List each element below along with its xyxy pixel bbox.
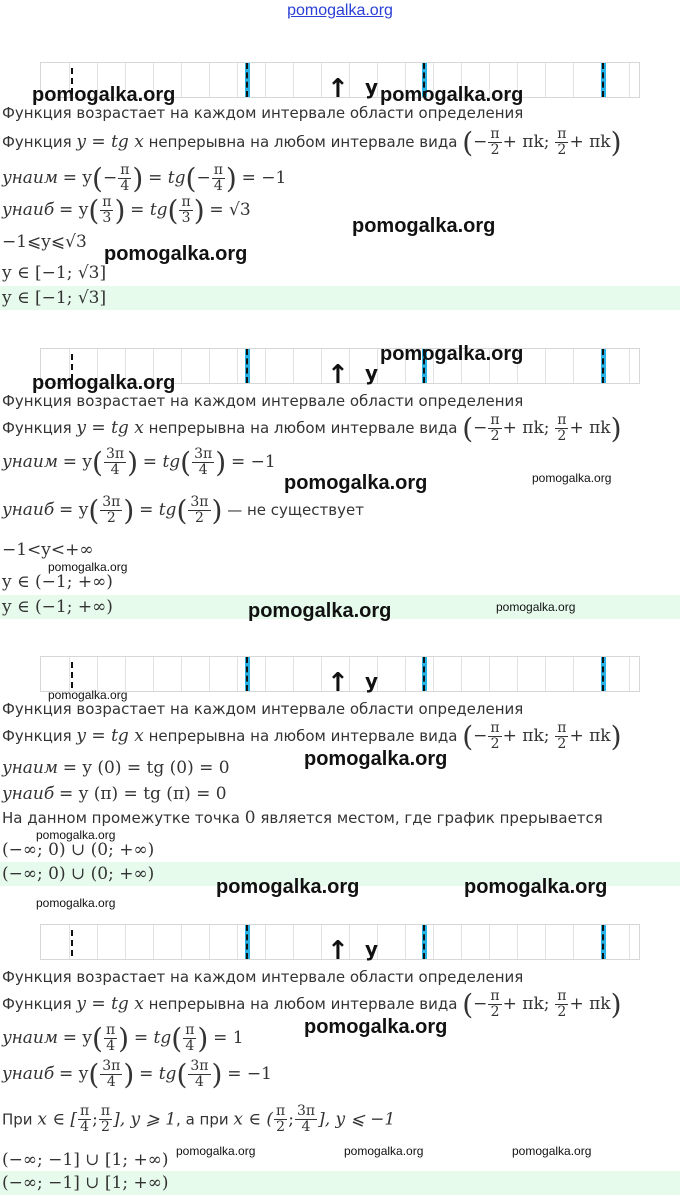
grid-line — [349, 349, 350, 383]
increase-text: Функция возрастает на каждом интервале области определения — [2, 968, 524, 986]
fraction: $\frac{\pi}{4}$ — [213, 161, 223, 194]
min-line: yнаим = y( $\frac{\pi}{4}$ ) = tg( $\frac{\pi}{4}$ ) = 1 — [2, 1021, 244, 1055]
answer-final: (−∞; 0) ∪ (0; +∞) — [2, 864, 155, 884]
note-zero: 0 — [244, 808, 256, 828]
watermark: pomogalka.org — [36, 896, 116, 910]
answer-final: (−∞; −1] ∪ [1; +∞) — [2, 1173, 169, 1193]
interval-term: + πk — [569, 994, 611, 1014]
asymptote-line — [601, 63, 606, 97]
fraction: $\frac{3\pi}{4}$ — [296, 1103, 316, 1136]
watermark: pomogalka.org — [284, 472, 428, 494]
interval-term: + πk — [569, 726, 611, 746]
max-label: yнаиб — [2, 200, 55, 220]
grid-line — [573, 925, 574, 959]
grid-line — [545, 349, 546, 383]
watermark: pomogalka.org — [32, 84, 176, 106]
expr: = y — [62, 168, 93, 188]
grid-line — [629, 349, 630, 383]
min-result: = −1 — [241, 168, 287, 188]
interval-term: + πk — [569, 132, 611, 152]
watermark: pomogalka.org — [512, 1144, 592, 1158]
function-expr: y = tg x — [76, 994, 144, 1014]
grid-line — [545, 925, 546, 959]
grid-line — [181, 349, 182, 383]
grid-line — [349, 657, 350, 691]
grid-line — [461, 657, 462, 691]
y-axis-label: y — [365, 669, 379, 693]
continuity-mid: непрерывна на любом интервале вида — [148, 419, 458, 437]
grid-line — [153, 925, 154, 959]
note-suffix: является местом, где график прерывается — [260, 809, 603, 827]
note-line — [2, 808, 603, 828]
minus-sign: − — [473, 994, 488, 1014]
watermark: pomogalka.org — [176, 1144, 256, 1158]
grid-line — [69, 925, 70, 959]
watermark: pomogalka.org — [304, 748, 448, 770]
grid-line — [293, 349, 294, 383]
grid-line — [237, 657, 238, 691]
asymptote-line — [601, 925, 606, 959]
fraction: $\frac{3\pi}{4}$ — [105, 445, 125, 478]
watermark: pomogalka.org — [248, 600, 392, 622]
fraction: $\frac{\pi}{4}$ — [185, 1021, 195, 1054]
expr: = tg — [142, 452, 181, 472]
grid-line — [321, 657, 322, 691]
watermark: pomogalka.org — [352, 215, 496, 237]
asymptote-line — [601, 349, 606, 383]
grid-line — [573, 657, 574, 691]
grid-line — [97, 925, 98, 959]
grid-line — [209, 657, 210, 691]
continuity-line: Функция y = tg x непрерывна на любом интервале вида (− $\frac{\pi}{2}$ + πk; $\frac{\pi}{2}$ + πk) — [2, 411, 622, 445]
minus-sign: − — [196, 168, 211, 188]
grid-line — [265, 63, 266, 97]
grid-line — [573, 63, 574, 97]
function-expr: y = tg x — [76, 418, 144, 438]
continuity-prefix: Функция — [2, 419, 72, 437]
interval-term: + πk; — [502, 132, 550, 152]
continuity-prefix: Функция — [2, 727, 72, 745]
y-axis-dashed — [71, 662, 73, 688]
minus-sign: − — [102, 168, 118, 188]
answer-text: y ∈ (−1; +∞) — [2, 572, 113, 592]
watermark: pomogalka.org — [48, 560, 128, 574]
expr: = y — [59, 500, 89, 520]
min-label: yнаим — [2, 452, 58, 472]
case-b: x ∈ ( — [233, 1109, 274, 1130]
case-line: При x ∈ [ $\frac{\pi}{4}$ ; $\frac{\pi}{2}$ ], y ⩾ 1, а при x ∈ ( $\frac{\pi}{2}$ ; $\frac{3\pi}{4}$ ], y ⩽ −1 — [2, 1103, 396, 1136]
y-axis-arrow-icon: ↑ — [327, 936, 349, 966]
fraction: $\frac{3\pi}{2}$ — [102, 493, 121, 526]
y-axis-arrow-icon: ↑ — [327, 74, 349, 104]
expr: = y — [62, 1028, 93, 1048]
fraction: $\frac{\pi}{3}$ — [181, 193, 191, 226]
continuity-prefix: Функция — [2, 133, 72, 151]
grid-line — [629, 63, 630, 97]
case-mid: , а при — [176, 1110, 229, 1129]
grid-line — [69, 657, 70, 691]
min-label: yнаим — [2, 168, 58, 188]
function-expr: y = tg x — [76, 726, 144, 746]
max-label: yнаиб — [2, 500, 55, 520]
grid-line — [489, 925, 490, 959]
grid-line — [433, 925, 434, 959]
paren: ) — [610, 126, 622, 159]
continuity-prefix: Функция — [2, 995, 72, 1013]
note-prefix: На данном промежутке точка — [2, 809, 240, 827]
grid-line — [265, 657, 266, 691]
asymptote-line — [245, 657, 250, 691]
min-result: = −1 — [230, 452, 276, 472]
asymptote-line — [245, 925, 250, 959]
expr: = tg — [130, 200, 168, 220]
min-line: yнаим = y( $\frac{3\pi}{4}$ ) = tg( $\frac{3\pi}{4}$ ) = −1 — [2, 445, 276, 479]
continuity-line — [2, 126, 622, 159]
fraction: $\frac{\pi}{4}$ — [105, 1021, 116, 1054]
grid-line — [517, 657, 518, 691]
fraction: $\frac{\pi}{4}$ — [120, 161, 130, 194]
answer-final: y ∈ [−1; √3] — [2, 288, 107, 308]
fraction: $\frac{\pi}{2}$ — [557, 125, 567, 158]
range-inequality: −1⩽y⩽√3 — [2, 232, 87, 252]
grid-line — [209, 63, 210, 97]
asymptote-line — [245, 349, 250, 383]
watermark: pomogalka.org — [32, 372, 176, 394]
watermark: pomogalka.org — [216, 876, 360, 898]
expr: = y — [59, 200, 89, 220]
grid-line — [153, 657, 154, 691]
min-label: yнаим — [2, 758, 58, 778]
range-inequality: −1<y<+∞ — [2, 540, 94, 560]
grid-line — [265, 349, 266, 383]
grid-line — [293, 925, 294, 959]
grid-line — [181, 63, 182, 97]
max-expr: = y (π) = tg (π) = 0 — [59, 784, 227, 804]
answer-final: y ∈ (−1; +∞) — [2, 597, 113, 617]
fraction: $\frac{\pi}{2}$ — [100, 1103, 111, 1136]
site-link[interactable]: pomogalka.org — [287, 2, 393, 19]
expr: = tg — [148, 168, 186, 188]
grid-line — [433, 657, 434, 691]
min-result: = 1 — [213, 1028, 244, 1048]
increase-text: Функция возрастает на каждом интервале области определения — [2, 104, 524, 122]
watermark: pomogalka.org — [104, 243, 248, 265]
fraction: $\frac{\pi}{2}$ — [490, 719, 500, 752]
grid-line — [349, 925, 350, 959]
grid-line — [461, 925, 462, 959]
minus-sign: − — [473, 132, 488, 152]
fraction: $\frac{\pi}{2}$ — [490, 987, 500, 1020]
asymptote-line — [422, 657, 427, 691]
grid-line — [629, 657, 630, 691]
function-expr: y = tg x — [76, 132, 144, 152]
fraction: $\frac{3\pi}{4}$ — [102, 1057, 121, 1090]
y-axis-label: y — [365, 75, 379, 99]
min-line: yнаим = y(− $\frac{\pi}{4}$ ) = tg(− $\frac{\pi}{4}$ ) = −1 — [2, 161, 287, 195]
grid-line — [237, 63, 238, 97]
watermark: pomogalka.org — [380, 84, 524, 106]
fraction: $\frac{3\pi}{4}$ — [190, 1057, 209, 1090]
grid-line — [321, 349, 322, 383]
fraction: $\frac{3\pi}{4}$ — [194, 445, 213, 478]
grid-line — [405, 925, 406, 959]
case-b-end: ], y ⩽ −1 — [318, 1109, 396, 1130]
grid-line — [125, 657, 126, 691]
min-label: yнаим — [2, 1028, 58, 1048]
fraction: $\frac{3\pi}{2}$ — [190, 493, 209, 526]
y-axis-label: y — [365, 937, 379, 961]
max-line — [2, 784, 227, 804]
min-line — [2, 758, 230, 778]
y-axis-arrow-icon: ↑ — [327, 360, 349, 390]
min-expr: = y (0) = tg (0) = 0 — [62, 758, 230, 778]
max-label: yнаиб — [2, 1064, 55, 1084]
increase-text: Функция возрастает на каждом интервале области определения — [2, 392, 524, 410]
grid-line — [629, 925, 630, 959]
watermark: pomogalka.org — [36, 828, 116, 842]
grid-line — [517, 925, 518, 959]
grid-line — [573, 349, 574, 383]
asymptote-line — [245, 63, 250, 97]
grid-line — [293, 63, 294, 97]
grid-line — [97, 657, 98, 691]
max-line: yнаиб = y( $\frac{3\pi}{4}$ ) = tg( $\frac{3\pi}{4}$ ) = −1 — [2, 1057, 272, 1091]
fraction: $\frac{\pi}{2}$ — [276, 1103, 286, 1136]
grid-line — [349, 63, 350, 97]
max-line: yнаиб = y( $\frac{3\pi}{2}$ ) = tg( $\frac{3\pi}{2}$ ) — не существует — [2, 493, 364, 527]
continuity-mid: непрерывна на любом интервале вида — [148, 727, 458, 745]
watermark: pomogalka.org — [304, 1016, 448, 1038]
max-result: = √3 — [209, 200, 251, 220]
y-axis-label: y — [365, 361, 379, 385]
watermark: pomogalka.org — [48, 688, 128, 702]
grid-line — [293, 657, 294, 691]
y-axis-arrow-icon: ↑ — [327, 668, 349, 698]
grid-line — [237, 925, 238, 959]
grid-line — [181, 925, 182, 959]
max-line: yнаиб = y( $\frac{\pi}{3}$ ) = tg( $\frac{\pi}{3}$ ) = √3 — [2, 193, 251, 227]
grid-line — [321, 63, 322, 97]
grid-line — [209, 925, 210, 959]
grid-line — [545, 63, 546, 97]
paren: ( — [462, 126, 474, 159]
max-label: yнаиб — [2, 784, 55, 804]
expr: = y — [59, 1064, 89, 1084]
continuity-line: Функция y = tg x непрерывна на любом интервале вида (− $\frac{\pi}{2}$ + πk; $\frac{\pi}{2}$ + πk) — [2, 987, 622, 1021]
grid-line — [489, 657, 490, 691]
answer-text: (−∞; −1] ∪ [1; +∞) — [2, 1150, 169, 1170]
grid-line — [405, 657, 406, 691]
continuity-mid: непрерывна на любом интервале вида — [148, 995, 458, 1013]
case-a-end: ], y ⩾ 1 — [113, 1109, 177, 1130]
expr: = tg — [133, 1028, 172, 1048]
grid-line — [237, 349, 238, 383]
answer-text: (−∞; 0) ∪ (0; +∞) — [2, 840, 155, 860]
expr: = tg — [139, 500, 177, 520]
max-result: = −1 — [227, 1064, 272, 1084]
expr: = y — [62, 452, 93, 472]
grid-line — [321, 925, 322, 959]
answer-text: y ∈ [−1; √3] — [2, 263, 107, 283]
watermark: pomogalka.org — [532, 471, 612, 485]
watermark: pomogalka.org — [464, 876, 608, 898]
grid-line — [545, 657, 546, 691]
fraction: $\frac{\pi}{2}$ — [557, 411, 567, 444]
minus-sign: − — [473, 726, 488, 746]
case-prefix: При — [2, 1110, 33, 1129]
max-result: — не существует — [227, 501, 364, 519]
expr: = tg — [139, 1064, 177, 1084]
y-axis-dashed — [71, 930, 73, 956]
minus-sign: − — [473, 418, 488, 438]
continuity-mid: непрерывна на любом интервале вида — [148, 133, 458, 151]
case-a: x ∈ [ — [37, 1109, 77, 1130]
watermark: pomogalka.org — [496, 600, 576, 614]
interval-term: + πk — [569, 418, 611, 438]
interval-term: + πk; — [502, 994, 550, 1014]
grid-line — [265, 925, 266, 959]
grid-line — [125, 925, 126, 959]
interval-term: + πk; — [502, 726, 550, 746]
fraction: $\frac{\pi}{2}$ — [490, 125, 500, 158]
increase-text: Функция возрастает на каждом интервале области определения — [2, 700, 524, 718]
continuity-line: Функция y = tg x непрерывна на любом интервале вида (− $\frac{\pi}{2}$ + πk; $\frac{\pi}{2}$ + πk) — [2, 719, 622, 753]
grid-line — [181, 657, 182, 691]
fraction: $\frac{\pi}{4}$ — [79, 1103, 90, 1136]
fraction: $\frac{\pi}{3}$ — [102, 193, 112, 226]
asymptote-line — [601, 657, 606, 691]
interval-term: + πk; — [502, 418, 550, 438]
grid-line — [209, 349, 210, 383]
watermark: pomogalka.org — [380, 343, 524, 365]
fraction: $\frac{\pi}{2}$ — [557, 987, 567, 1020]
watermark: pomogalka.org — [344, 1144, 424, 1158]
fraction: $\frac{\pi}{2}$ — [557, 719, 567, 752]
fraction: $\frac{\pi}{2}$ — [490, 411, 500, 444]
asymptote-line — [422, 925, 427, 959]
